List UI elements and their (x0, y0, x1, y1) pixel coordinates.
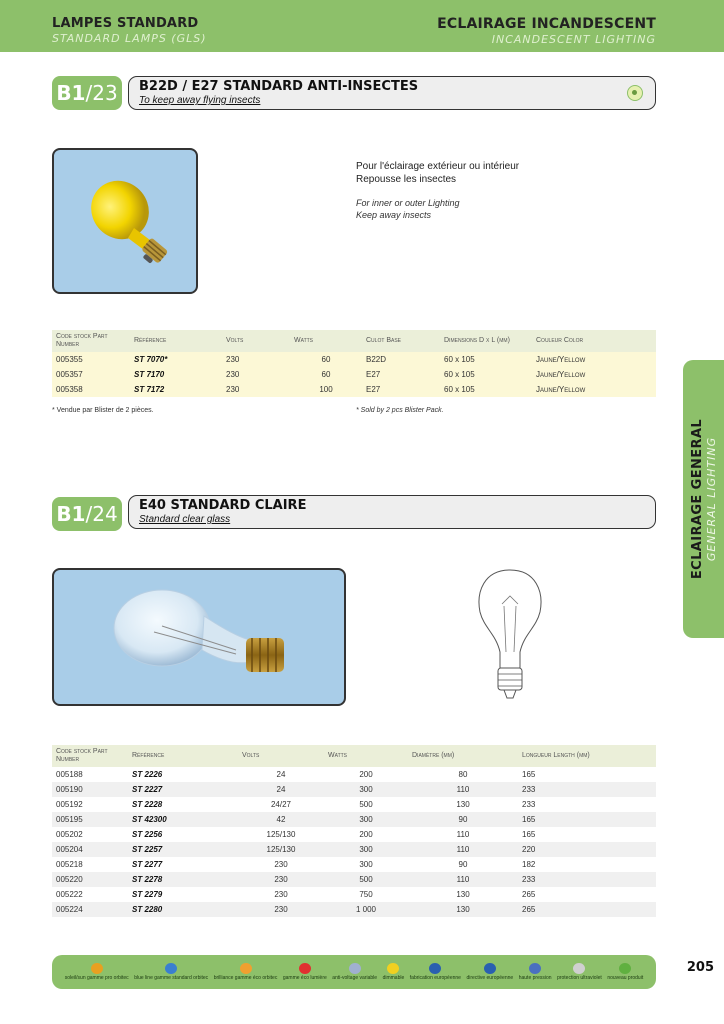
cell-ref: ST 2226 (128, 767, 238, 782)
section1-title-bar (128, 76, 656, 110)
cell-ref: ST 2257 (128, 842, 238, 857)
section2-title-bar (128, 495, 656, 529)
page-number: 205 (686, 960, 714, 975)
cell-diameter: 90 (408, 857, 518, 872)
cell-diameter: 110 (408, 842, 518, 857)
cell-watts: 300 (324, 782, 408, 797)
cell-watts: 300 (324, 842, 408, 857)
table-row (52, 842, 656, 857)
legend-item (519, 963, 552, 981)
table-row (52, 797, 656, 812)
cell-diameter: 130 (408, 887, 518, 902)
table-row (52, 872, 656, 887)
cell-watts: 500 (324, 872, 408, 887)
cell-length: 165 (518, 812, 656, 827)
legend-label: fabrication européenne (409, 975, 461, 981)
section1-badge (52, 76, 122, 110)
col-code: Code stock Part Number (52, 745, 128, 767)
cell-watts: 60 (290, 367, 362, 382)
cell-base: B22D (362, 352, 440, 367)
col-code: Code stock Part Number (52, 330, 130, 352)
desc-en-line1: For inner or outer Lighting (356, 198, 460, 208)
cell-code: 005220 (52, 872, 128, 887)
cell-dim: 60 x 105 (440, 382, 532, 397)
cell-color: Jaune/Yellow (532, 367, 656, 382)
section2-badge (52, 497, 122, 531)
cell-code: 005192 (52, 797, 128, 812)
table-row (52, 382, 656, 397)
clear-bulb-icon (54, 570, 346, 706)
cell-diameter: 130 (408, 902, 518, 917)
side-category-title: ECLAIRAGE GENERAL (689, 418, 705, 580)
col-watts: Watts (290, 330, 362, 352)
header-left-title: LAMPES STANDARD (52, 16, 199, 31)
col-volts: Volts (222, 330, 290, 352)
legend-symbol-icon (240, 963, 252, 974)
legend-item (332, 963, 377, 981)
cell-volts: 24 (238, 767, 324, 782)
cell-diameter: 80 (408, 767, 518, 782)
table-row (52, 857, 656, 872)
cell-volts: 230 (238, 887, 324, 902)
section2-table (52, 745, 656, 917)
cell-ref: ST 2277 (128, 857, 238, 872)
legend-symbol-icon (299, 963, 311, 974)
cell-volts: 24 (238, 782, 324, 797)
cell-diameter: 90 (408, 812, 518, 827)
section1-note-fr: * Vendue par Blister de 2 pièces. (52, 407, 154, 414)
desc-en-line2: Keep away insects (356, 210, 432, 220)
cell-volts: 230 (222, 367, 290, 382)
cell-dim: 60 x 105 (440, 352, 532, 367)
cell-dim: 60 x 105 (440, 367, 532, 382)
section2-badge-number: /24 (85, 502, 118, 526)
col-diameter: Diamètre (mm) (408, 745, 518, 767)
bulb-outline-diagram (470, 566, 550, 706)
table-row (52, 812, 656, 827)
cell-watts: 500 (324, 797, 408, 812)
cell-color: Jaune/Yellow (532, 382, 656, 397)
table-row (52, 352, 656, 367)
legend-item (134, 963, 208, 981)
side-category-tab (683, 360, 724, 638)
cell-volts: 230 (238, 872, 324, 887)
legend-label: soleil/sun gamme pro orbitec (64, 975, 129, 981)
legend-item (65, 963, 129, 981)
cell-ref: ST 2280 (128, 902, 238, 917)
cell-length: 233 (518, 872, 656, 887)
header-right-subtitle: INCANDESCENT LIGHTING (491, 33, 656, 46)
cell-watts: 200 (324, 827, 408, 842)
section2-subtitle: Standard clear glass (139, 514, 231, 525)
clear-bulb-photo (52, 568, 346, 706)
col-volts: Volts (238, 745, 324, 767)
cell-volts: 125/130 (238, 827, 324, 842)
cell-ref: ST 7070* (130, 352, 222, 367)
cell-ref: ST 2279 (128, 887, 238, 902)
desc-fr-line2: Repousse les insectes (356, 174, 457, 185)
table-row (52, 827, 656, 842)
legend-bar (52, 955, 656, 989)
legend-item (214, 963, 278, 981)
cell-code: 005355 (52, 352, 130, 367)
col-ref: Référence (130, 330, 222, 352)
cell-length: 182 (518, 857, 656, 872)
cell-code: 005195 (52, 812, 128, 827)
section1-title: B22D / E27 STANDARD ANTI-INSECTES (139, 79, 419, 94)
legend-label: dimmable (382, 975, 405, 981)
cell-code: 005190 (52, 782, 128, 797)
legend-label: blue line gamme standard orbitec (134, 975, 209, 981)
legend-label: protection ultraviolet (557, 975, 602, 981)
table-row (52, 367, 656, 382)
table-header-row (52, 745, 656, 767)
legend-symbol-icon (529, 963, 541, 974)
col-length: Longueur Length (mm) (518, 745, 656, 767)
legend-symbol-icon (91, 963, 103, 974)
section1-subtitle: To keep away flying insects (139, 95, 261, 106)
side-category-subtitle: GENERAL LIGHTING (704, 436, 718, 562)
cell-volts: 24/27 (238, 797, 324, 812)
legend-symbol-icon (573, 963, 585, 974)
header-right-title: ECLAIRAGE INCANDESCENT (437, 16, 656, 32)
cell-volts: 230 (238, 902, 324, 917)
legend-label: directive européenne (466, 975, 514, 981)
cell-base: E27 (362, 367, 440, 382)
cell-ref: ST 7170 (130, 367, 222, 382)
header-left-subtitle: STANDARD LAMPS (GLS) (52, 32, 207, 45)
legend-symbol-icon (484, 963, 496, 974)
section1-table (52, 330, 656, 397)
cell-watts: 1 000 (324, 902, 408, 917)
col-color: Couleur Color (532, 330, 656, 352)
cell-diameter: 130 (408, 797, 518, 812)
header-right (437, 16, 656, 46)
cell-diameter: 110 (408, 872, 518, 887)
cell-length: 265 (518, 902, 656, 917)
cell-code: 005358 (52, 382, 130, 397)
cell-ref: ST 42300 (128, 812, 238, 827)
section1-note-en: * Sold by 2 pcs Blister Pack. (356, 407, 444, 414)
section1-badge-number: /23 (85, 81, 118, 105)
cell-ref: ST 2278 (128, 872, 238, 887)
section1-badge-prefix: B1 (56, 81, 86, 105)
cell-volts: 42 (238, 812, 324, 827)
desc-fr-line1: Pour l'éclairage extérieur ou intérieur (356, 161, 520, 172)
yellow-bulb-photo (52, 148, 198, 294)
legend-symbol-icon (387, 963, 399, 974)
cell-length: 165 (518, 827, 656, 842)
cell-watts: 300 (324, 857, 408, 872)
yellow-bulb-icon (54, 150, 198, 294)
col-base: Culot Base (362, 330, 440, 352)
side-category-text (683, 360, 724, 638)
cell-ref: ST 2228 (128, 797, 238, 812)
table-header-row (52, 330, 656, 352)
legend-item (557, 963, 602, 981)
table-row (52, 887, 656, 902)
legend-label: nouveau produit (607, 975, 644, 981)
col-watts: Watts (324, 745, 408, 767)
cell-code: 005202 (52, 827, 128, 842)
cell-diameter: 110 (408, 782, 518, 797)
cell-length: 233 (518, 782, 656, 797)
section2-badge-prefix: B1 (56, 502, 86, 526)
header-left (52, 16, 207, 45)
col-ref: Référence (128, 745, 238, 767)
legend-label: haute pression (518, 975, 552, 981)
cell-watts: 200 (324, 767, 408, 782)
legend-item (607, 963, 643, 981)
cell-code: 005222 (52, 887, 128, 902)
legend-item (383, 963, 405, 981)
legend-symbol-icon (429, 963, 441, 974)
cell-code: 005218 (52, 857, 128, 872)
cell-code: 005357 (52, 367, 130, 382)
cell-base: E27 (362, 382, 440, 397)
table-row (52, 767, 656, 782)
legend-item (283, 963, 327, 981)
cell-ref: ST 2227 (128, 782, 238, 797)
cell-volts: 230 (222, 352, 290, 367)
section1-description (356, 160, 519, 221)
cell-color: Jaune/Yellow (532, 352, 656, 367)
cell-length: 220 (518, 842, 656, 857)
cell-length: 265 (518, 887, 656, 902)
cell-volts: 125/130 (238, 842, 324, 857)
legend-label: gamme éco lumière (282, 975, 327, 981)
col-dimensions: Dimensions D x L (mm) (440, 330, 532, 352)
target-icon (627, 85, 643, 101)
cell-watts: 750 (324, 887, 408, 902)
cell-code: 005224 (52, 902, 128, 917)
cell-code: 005204 (52, 842, 128, 857)
legend-label: anti-voltage variable (332, 975, 378, 981)
cell-length: 165 (518, 767, 656, 782)
cell-watts: 100 (290, 382, 362, 397)
cell-ref: ST 7172 (130, 382, 222, 397)
section2-title: E40 STANDARD CLAIRE (139, 498, 307, 513)
cell-watts: 300 (324, 812, 408, 827)
cell-length: 233 (518, 797, 656, 812)
table-row (52, 782, 656, 797)
cell-volts: 230 (222, 382, 290, 397)
legend-symbol-icon (349, 963, 361, 974)
cell-diameter: 110 (408, 827, 518, 842)
legend-symbol-icon (619, 963, 631, 974)
cell-ref: ST 2256 (128, 827, 238, 842)
legend-item (410, 963, 461, 981)
legend-label: brilliance gamme éco orbitec (213, 975, 278, 981)
cell-watts: 60 (290, 352, 362, 367)
cell-code: 005188 (52, 767, 128, 782)
legend-item (466, 963, 513, 981)
table-row (52, 902, 656, 917)
legend-symbol-icon (165, 963, 177, 974)
cell-volts: 230 (238, 857, 324, 872)
